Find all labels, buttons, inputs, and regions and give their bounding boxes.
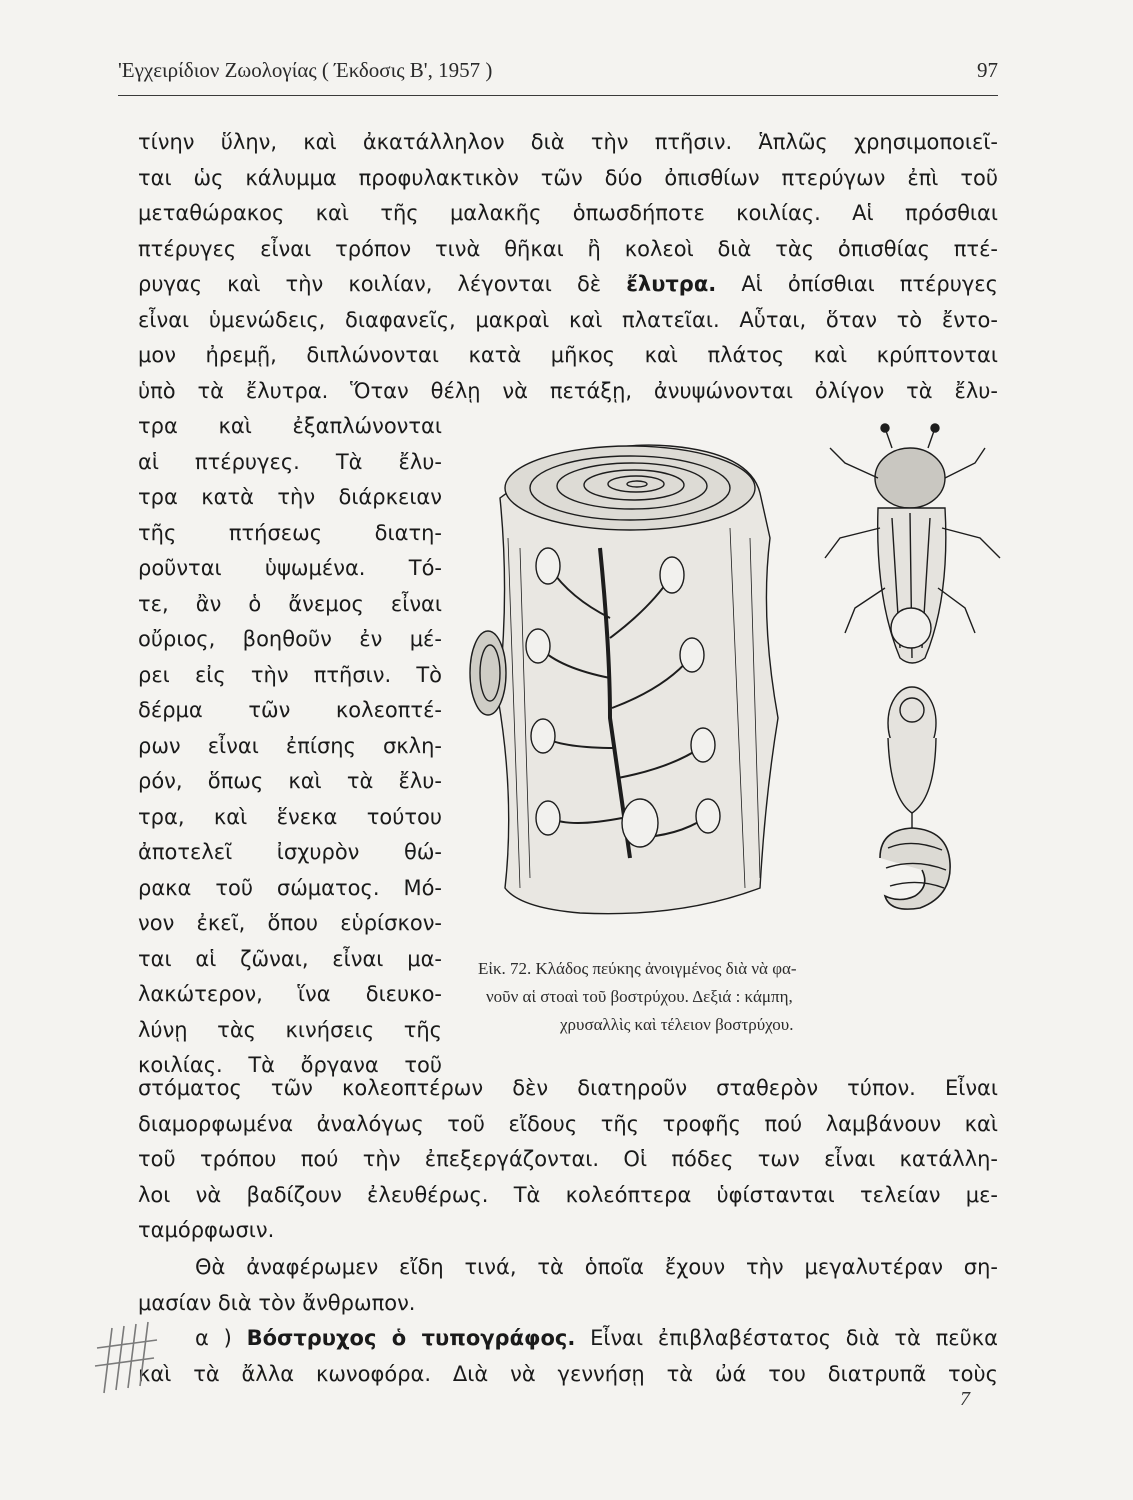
text-line: δέρμα τῶν κολεοπτέ- [138, 698, 442, 722]
text-line: μασίαν διὰ τὸν ἄνθρωπον. [138, 1290, 416, 1315]
text-line: ται ὡς κάλυμμα προφυλακτικὸν τῶν δύο ὀπισθίων πτερύγων ἐπὶ τοῦ [138, 165, 998, 190]
paragraph-bark-beetle [138, 1321, 998, 1392]
text-line: οὔριος, βοηθοῦν ἐν μέ- [138, 627, 442, 651]
text-line: τε, ἂν ὁ ἄνεμος εἶναι [138, 591, 442, 616]
text-line: τοῦ τρόπου πού τὴν ἐπεξεργάζονται. Οἱ πόδες των εἶναι κατάλλη- [138, 1147, 998, 1171]
text-line: ται αἱ ζῶναι, εἶναι μα- [138, 946, 442, 971]
text-line: ρόν, ὅπως καὶ τὰ ἔλυ- [138, 769, 442, 793]
text-line: εἶναι ὑμενώδεις, διαφανεῖς, μακραὶ καὶ πλατεῖαι. Αὗται, ὅταν τὸ ἔντο- [138, 307, 998, 332]
paragraph-left-column [138, 409, 442, 1084]
signature-number: 7 [960, 1388, 970, 1410]
text-line: νον ἐκεῖ, ὅπου εὑρίσκον- [138, 911, 442, 935]
running-header [118, 58, 998, 88]
text-line: ρει εἰς τὴν πτῆσιν. Τὸ [138, 662, 442, 687]
text-line: τρα καὶ ἐξαπλώνονται [138, 414, 442, 438]
text-fragment: Αἱ ὀπίσθιαι πτέρυγες [741, 272, 998, 296]
text-line: ρακα τοῦ σώματος. Μό- [138, 875, 442, 900]
species-heading: Βόστρυχος ὁ τυπογράφος. [246, 1326, 576, 1350]
text-line: ταμόρφωσιν. [138, 1218, 275, 1242]
caption-line: νοῦν αἱ στοαὶ τοῦ βοστρύχου. Δεξιά : κάμπη, [486, 987, 793, 1006]
page-number: 97 [977, 58, 998, 82]
pencil-tally-mark [92, 1318, 162, 1398]
text-line: ὑπὸ τὰ ἔλυτρα. Ὅταν θέλῃ νὰ πετάξῃ, ἀνυψώνονται ὀλίγον τὰ ἔλυ- [138, 378, 998, 403]
text-line: πτέρυγες εἶναι τρόπον τινὰ θῆκαι ἢ κολεοὶ διὰ τὰς ὀπισθίας πτέ- [138, 236, 998, 261]
text-line: ροῦνται ὑψωμένα. Τό- [138, 556, 442, 580]
text-line: Θὰ ἀναφέρωμεν εἴδη τινά, τὰ ὁποῖα ἔχουν τὴν μεγαλυτέραν ση- [195, 1255, 998, 1279]
text-line [138, 267, 998, 303]
text-line: λύνῃ τὰς κινήσεις τῆς [138, 1017, 442, 1042]
text-line: λακώτερον, ἵνα διευκο- [138, 982, 442, 1006]
text-line [138, 1321, 998, 1357]
text-line: ἀποτελεῖ ἰσχυρὸν θώ- [138, 840, 442, 864]
text-fragment: Εἶναι ἐπιβλαβέστατος διὰ τὰ πεῦκα [590, 1326, 998, 1350]
text-fragment: ρυγας καὶ τὴν κοιλίαν, λέγονται δὲ [138, 272, 602, 296]
text-line: ρων εἶναι ἐπίσης σκλη- [138, 733, 442, 758]
text-line: κοιλίας. Τὰ ὄργανα τοῦ [138, 1053, 442, 1077]
caption-line: Εἰκ. 72. Κλάδος πεύκης ἀνοιγμένος διὰ νὰ φα- [478, 959, 797, 978]
book-title: 'Εγχειρίδιον Ζωολογίας ( Έκδοσις Β', 1957 ) [118, 58, 493, 82]
text-line: τρα, καὶ ἕνεκα τούτου [138, 804, 442, 829]
text-line: καὶ τὰ ἄλλα κωνοφόρα. Διὰ νὰ γεννήσῃ τὰ ὠά του διατρυπᾶ τοὺς [138, 1361, 998, 1386]
text-line: μεταθώρακος καὶ τῆς μαλακῆς ὁπωσδήποτε κοιλίας. Αἱ πρόσθιαι [138, 201, 998, 225]
header-rule [118, 95, 998, 96]
figure-pine-branch-illustration [460, 418, 1020, 946]
text-line: αἱ πτέρυγες. Τὰ ἔλυ- [138, 449, 442, 474]
term-elytra: ἔλυτρα. [626, 272, 717, 296]
text-line: λοι νὰ βαδίζουν ἐλευθέρως. Τὰ κολεόπτερα ὑφίστανται τελείαν με- [138, 1182, 998, 1207]
text-line: τρα κατὰ τὴν διάρκειαν [138, 485, 442, 509]
text-line: τῆς πτήσεως διατη- [138, 520, 442, 545]
paragraph-top [138, 125, 998, 409]
text-line: διαμορφωμένα ἀναλόγως τοῦ εἴδους τῆς τροφῆς πού λαμβάνουν καὶ [138, 1111, 998, 1136]
text-line: στόματος τῶν κολεοπτέρων δὲν διατηροῦν σταθερὸν τύπον. Εἶναι [138, 1076, 998, 1100]
caption-line: χρυσαλλὶς καὶ τέλειον βοστρύχου. [560, 1015, 794, 1034]
figure-caption [478, 955, 998, 1039]
paragraph-bottom [138, 1071, 998, 1249]
text-line: τίνην ὕλην, καὶ ἀκατάλληλον διὰ τὴν πτῆσιν. Ἁπλῶς χρησιμοποιεῖ- [138, 130, 998, 154]
section-label: α ) [195, 1326, 232, 1350]
paragraph-species-intro [138, 1250, 998, 1321]
text-line: μον ἠρεμῇ, διπλώνονται κατὰ μῆκος καὶ πλάτος καὶ κρύπτονται [138, 343, 998, 367]
